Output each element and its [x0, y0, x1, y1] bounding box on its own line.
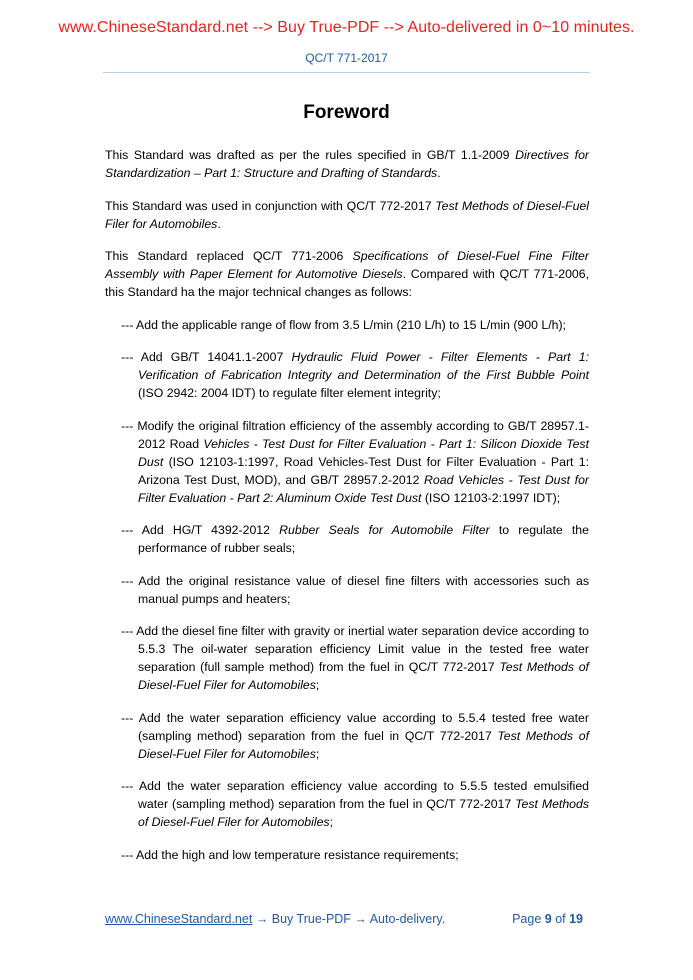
change-item: --- Add the water separation efficiency value according to 5.5.5 tested emulsified water (sampling method) separation from the fuel in QC/T 772-2017 Test Methods of Diesel-Fuel Filer for Automobiles;: [121, 779, 589, 829]
top-banner[interactable]: www.ChineseStandard.net --> Buy True-PDF --> Auto-delivered in 0~10 minutes.: [58, 19, 635, 36]
paragraph: This Standard was used in conjunction with QC/T 772-2017 Test Methods of Diesel-Fuel Filer for Automobiles.: [105, 198, 589, 231]
total-pages: 19: [569, 912, 583, 926]
change-item: --- Add the high and low temperature resistance requirements;: [121, 847, 459, 862]
footer-promo: [105, 912, 445, 926]
page-number: Page 9 of 19: [512, 912, 583, 926]
page-title: Foreword: [303, 102, 390, 123]
header-standard-code: QC/T 771-2017: [305, 51, 388, 65]
footer-promo-text: → Buy True-PDF → Auto-delivery.: [252, 912, 446, 926]
current-page: 9: [544, 912, 552, 926]
change-item: --- Modify the original filtration efficiency of the assembly according to GB/T 28957.1-2012 Road Vehicles - Test Dust for Filter Evaluation - Part 1: Silicon Dioxide Test Dust (ISO 12103-1:1997, Road Vehicles-Test Dust for Filter Evaluation - Part 1: Arizona Test Dust, MOD), and GB/T 28957.2-2012 Road Vehicles - Test Dust for Filter Evaluation - Part 2: Aluminum Oxide Test Dust (ISO 12103-2:1997 IDT);: [121, 418, 589, 505]
foreword-body: [105, 146, 589, 878]
paragraph: This Standard replaced QC/T 771-2006 Specifications of Diesel-Fuel Fine Filter Assembly with Paper Element for Automotive Diesels. Compared with QC/T 771-2006, this Standard ha the major technical changes as follows:: [105, 249, 589, 299]
header-divider: [103, 72, 590, 73]
change-item: --- Add GB/T 14041.1-2007 Hydraulic Fluid Power - Filter Elements - Part 1: Verification of Fabrication Integrity and Determination of the First Bubble Point (ISO 2942: 2004 IDT) to regulate filter element integrity;: [121, 350, 589, 400]
change-item: --- Add the diesel fine filter with gravity or inertial water separation device according to 5.5.3 The oil-water separation efficiency Limit value in the tested free water separation (full sample method) from the fuel in QC/T 772-2017 Test Methods of Diesel-Fuel Filer for Automobiles;: [121, 624, 589, 692]
change-item: --- Add HG/T 4392-2012 Rubber Seals for Automobile Filter to regulate the performance of rubber seals;: [121, 523, 589, 555]
change-item: --- Add the water separation efficiency value according to 5.5.4 tested free water (sampling method) separation from the fuel in QC/T 772-2017 Test Methods of Diesel-Fuel Filer for Automobiles;: [121, 710, 590, 761]
change-item: --- Add the original resistance value of diesel fine filters with accessories such as manual pumps and heaters;: [121, 573, 589, 606]
paragraph: This Standard was drafted as per the rules specified in GB/T 1.1-2009 Directives for Standardization – Part 1: Structure and Drafting of Standards.: [105, 148, 590, 180]
footer-site-link[interactable]: www.ChineseStandard.net: [105, 912, 253, 926]
change-item: --- Add the applicable range of flow from 3.5 L/min (210 L/h) to 15 L/min (900 L/h);: [121, 317, 566, 332]
